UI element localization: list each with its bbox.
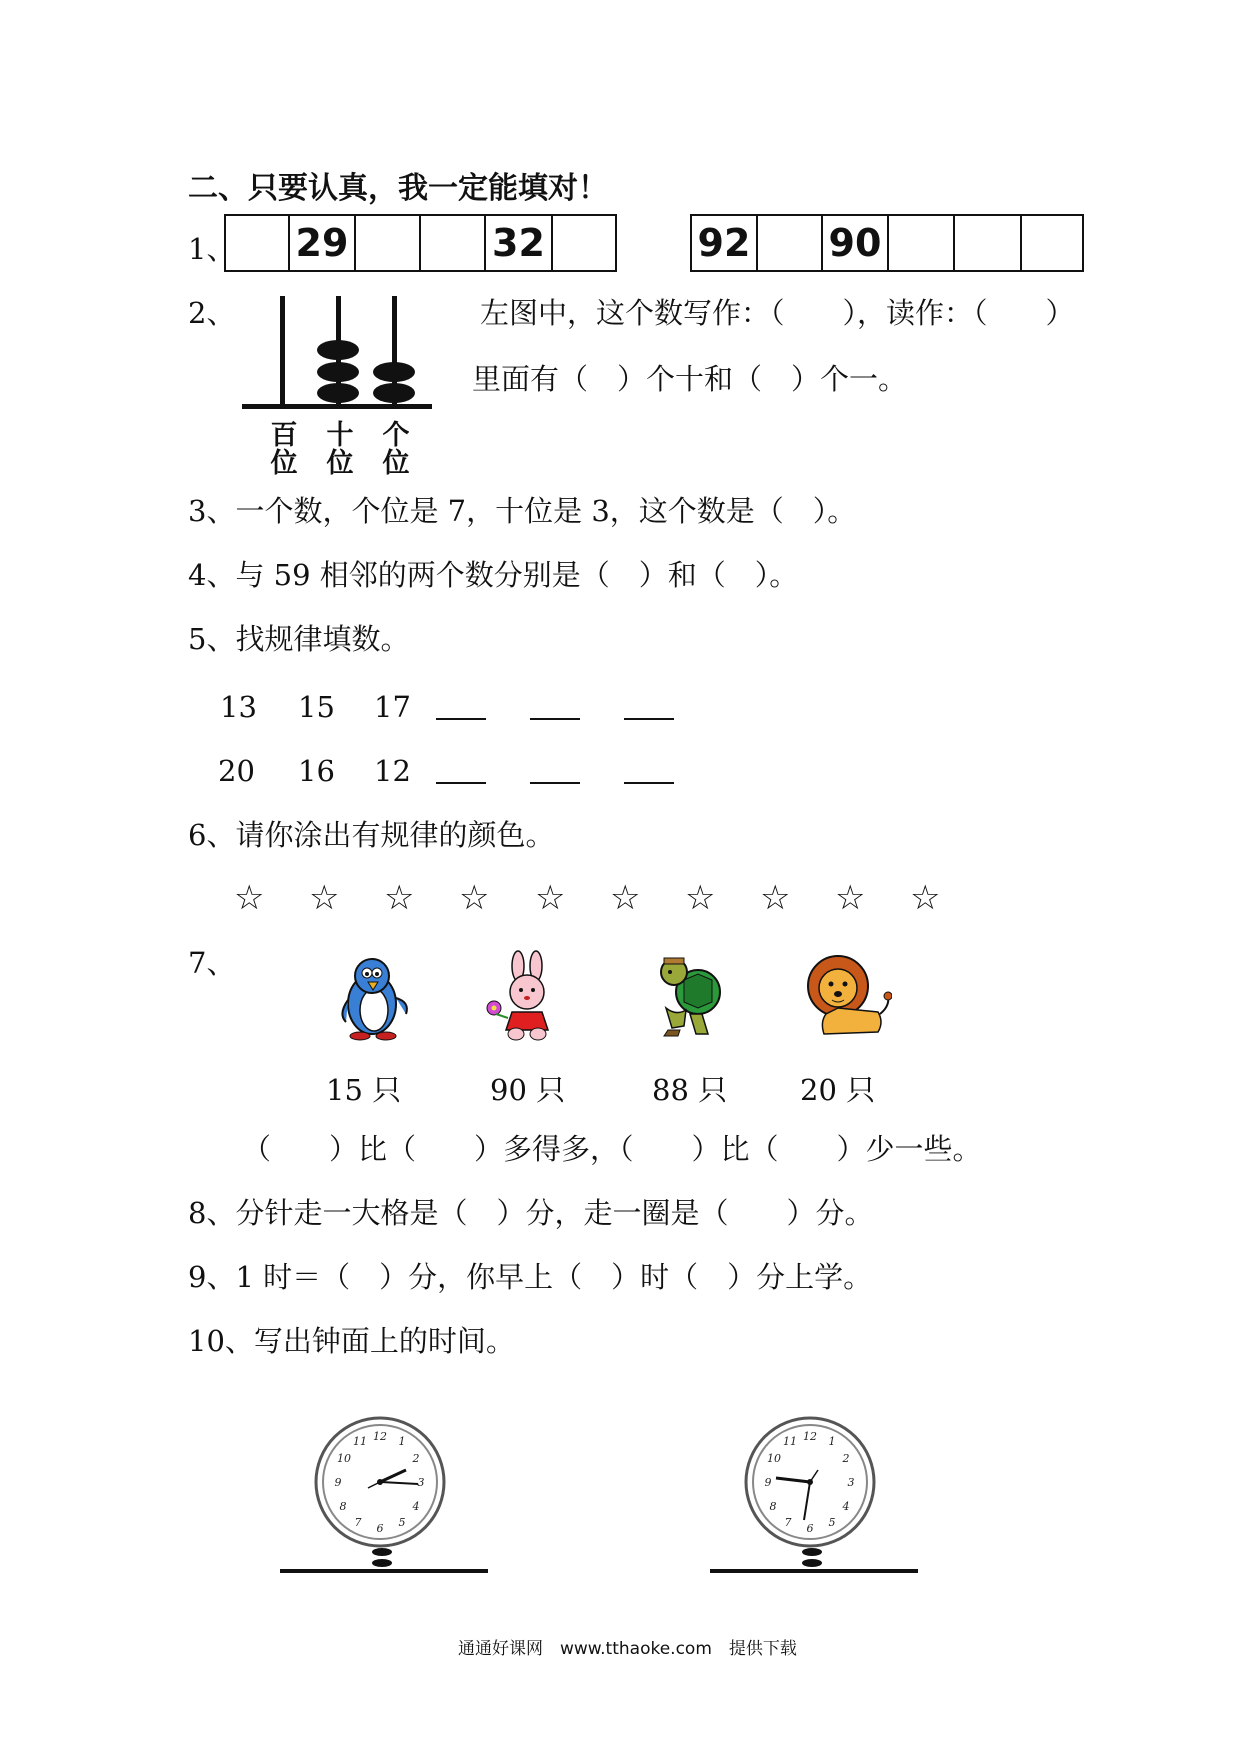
svg-text:5: 5 [828,1516,836,1529]
star-icon[interactable]: ☆ [309,878,340,918]
abacus-label-hundreds: 百位 [270,420,298,479]
q10-text: 10、写出钟面上的时间。 [188,1324,515,1358]
q7-label: 7、 [188,946,236,980]
box-cell[interactable] [758,216,823,270]
box-cell[interactable] [356,216,421,270]
section-title: 二、只要认真，我一定能填对！ [188,171,608,206]
sequence-number: 12 [374,754,411,788]
box-cell[interactable]: 90 [823,216,889,270]
star-icon[interactable]: ☆ [835,878,866,918]
svg-text:1: 1 [398,1435,406,1448]
sequence-number: 20 [218,754,255,788]
star-icon[interactable]: ☆ [384,878,415,918]
svg-text:3: 3 [417,1476,425,1489]
svg-text:8: 8 [339,1500,347,1513]
animal-count-lion: 20 只 [800,1073,876,1107]
sequence-number: 13 [220,690,257,724]
q2-label: 2、 [188,296,236,330]
abacus-icon [240,292,440,412]
answer-blank[interactable] [624,780,674,784]
animal-count-turtle: 88 只 [652,1073,728,1107]
q5-text: 5、找规律填数。 [188,622,410,656]
svg-text:9: 9 [334,1476,342,1489]
turtle-icon [650,950,726,1042]
svg-text:9: 9 [764,1476,772,1489]
svg-text:6: 6 [376,1522,384,1535]
q3-text: 3、一个数，个位是 7，十位是 3，这个数是（ ）。 [188,494,857,528]
svg-text:11: 11 [783,1435,797,1448]
clock-icon [706,1412,926,1592]
svg-text:5: 5 [398,1516,406,1529]
q6-text: 6、请你涂出有规律的颜色。 [188,818,555,852]
q4-text: 4、与 59 相邻的两个数分别是（ ）和（ ）。 [188,558,799,592]
q8-text: 8、分针走一大格是（ ）分，走一圈是（ ）分。 [188,1196,874,1230]
svg-text:7: 7 [354,1516,362,1529]
page-footer: 通通好课网 www.tthaoke.com 提供下载 [458,1639,797,1659]
svg-text:10: 10 [337,1452,351,1465]
q1-label: 1、 [188,232,236,266]
rabbit-icon [484,950,568,1044]
svg-text:2: 2 [842,1452,850,1465]
q2-line-2: 里面有（ ）个十和（ ）个一。 [472,362,908,396]
abacus-label-tens: 十位 [326,420,354,479]
animal-count-penguin: 15 只 [326,1073,402,1107]
q2-line-1: 左图中，这个数写作：（ ），读作：（ ） [480,296,1075,330]
box-cell[interactable]: 92 [692,216,758,270]
q7-sentence: （ ）比（ ）多得多，（ ）比（ ）少一些。 [242,1132,982,1166]
lion-icon [802,952,892,1040]
box-cell[interactable] [553,216,615,270]
box-cell[interactable] [955,216,1022,270]
number-box-row-1 [224,214,617,272]
sequence-number: 15 [298,690,335,724]
abacus-label-ones: 个位 [382,420,410,479]
q9-text: 9、1 时＝（ ）分，你早上（ ）时（ ）分上学。 [188,1260,873,1294]
svg-text:10: 10 [767,1452,781,1465]
star-icon[interactable]: ☆ [459,878,490,918]
box-cell[interactable]: 32 [486,216,553,270]
box-cell[interactable]: 29 [290,216,356,270]
penguin-icon [334,952,414,1042]
box-cell[interactable] [1022,216,1082,270]
answer-blank[interactable] [436,780,486,784]
sequence-number: 16 [298,754,335,788]
star-icon[interactable]: ☆ [234,878,265,918]
star-icon[interactable]: ☆ [910,878,941,918]
answer-blank[interactable] [624,716,674,720]
star-icon[interactable]: ☆ [610,878,641,918]
answer-blank[interactable] [436,716,486,720]
svg-text:12: 12 [803,1430,817,1443]
svg-text:12: 12 [373,1430,387,1443]
svg-text:4: 4 [842,1500,850,1513]
clock-icon [276,1412,496,1592]
svg-text:3: 3 [847,1476,855,1489]
answer-blank[interactable] [530,780,580,784]
animal-count-rabbit: 90 只 [490,1073,566,1107]
box-cell[interactable] [889,216,955,270]
number-box-row-2 [690,214,1084,272]
svg-text:4: 4 [412,1500,420,1513]
svg-text:2: 2 [412,1452,420,1465]
star-icon[interactable]: ☆ [685,878,716,918]
svg-text:7: 7 [784,1516,792,1529]
svg-text:6: 6 [806,1522,814,1535]
box-cell[interactable] [226,216,290,270]
star-icon[interactable]: ☆ [760,878,791,918]
box-cell[interactable] [421,216,486,270]
answer-blank[interactable] [530,716,580,720]
svg-text:1: 1 [828,1435,836,1448]
star-icon[interactable]: ☆ [535,878,566,918]
sequence-number: 17 [374,690,411,724]
svg-text:11: 11 [353,1435,367,1448]
svg-text:8: 8 [769,1500,777,1513]
